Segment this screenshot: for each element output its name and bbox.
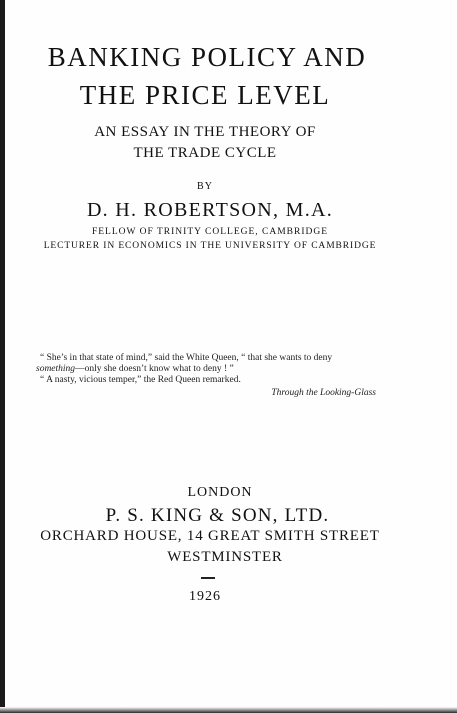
epigraph-emphasis: something [36, 364, 76, 374]
epigraph-line-2 [36, 364, 376, 375]
page-edge-left [0, 0, 5, 713]
divider-dash [201, 577, 215, 579]
epigraph [36, 353, 376, 386]
epigraph-line-3: “ A nasty, vicious temper,” the Red Queen remarked. [40, 375, 241, 385]
subtitle-line-1: AN ESSAY IN THE THEORY OF [94, 124, 316, 140]
epigraph-line-1: “ She’s in that state of mind,” said the White Queen, “ that she wants to deny [40, 353, 333, 363]
by-label: BY [197, 181, 213, 192]
epigraph-line-2-rest: —only she doesn’t know what to deny ! ” [75, 364, 234, 374]
book-title-line-1: BANKING POLICY AND [47, 42, 367, 72]
author-name: D. H. ROBERTSON, M.A. [86, 199, 334, 221]
publisher-district: WESTMINSTER [167, 549, 283, 565]
publisher-address: ORCHARD HOUSE, 14 GREAT SMITH STREET [40, 528, 380, 544]
publication-year: 1926 [189, 589, 221, 604]
author-affiliation-fellow: FELLOW OF TRINITY COLLEGE, CAMBRIDGE [91, 227, 329, 237]
subtitle-line-2: THE TRADE CYCLE [133, 145, 277, 161]
author-affiliation-lecturer: LECTURER IN ECONOMICS IN THE UNIVERSITY OF CAMBRIDGE [43, 241, 377, 251]
page-edge-bottom [0, 707, 457, 713]
imprint-city: LONDON [187, 485, 253, 500]
epigraph-source: Through the Looking-Glass [271, 388, 376, 398]
book-title-line-2: THE PRICE LEVEL [79, 80, 331, 110]
publisher-name: P. S. KING & SON, LTD. [105, 505, 330, 526]
